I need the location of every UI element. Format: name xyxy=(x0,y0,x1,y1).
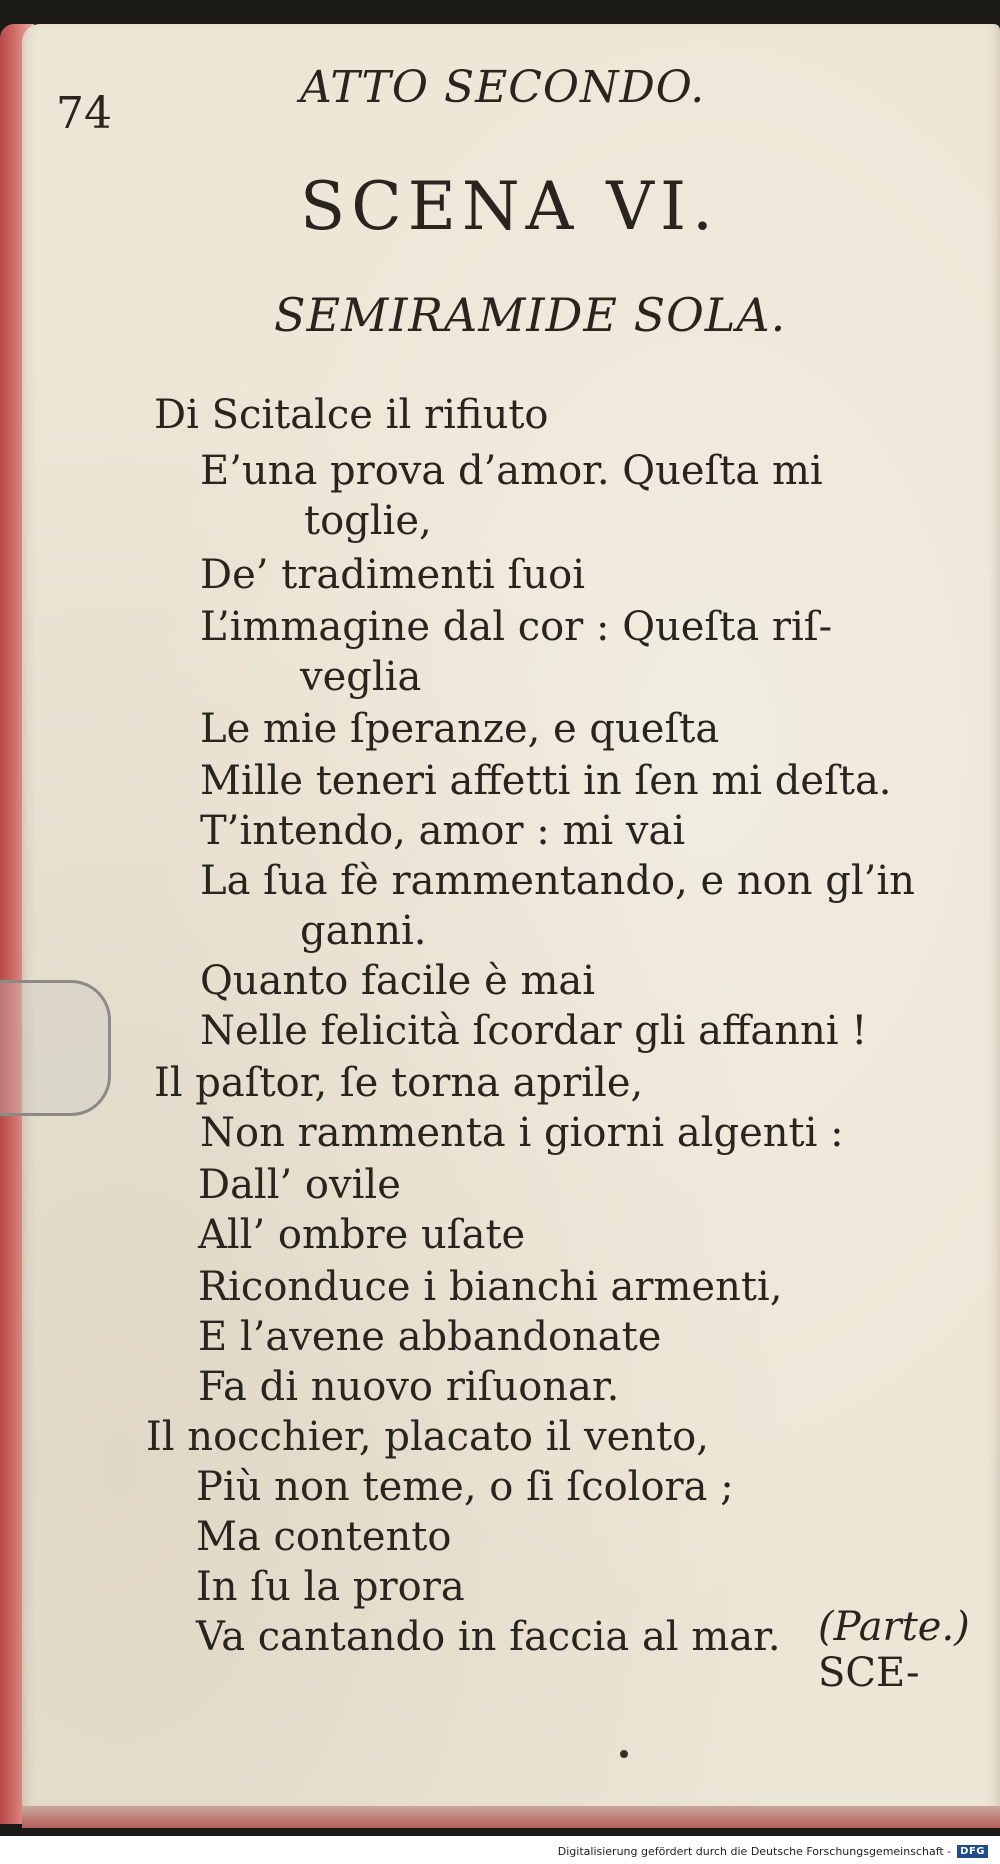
verse-line: Va cantando in faccia al mar. xyxy=(196,1614,781,1660)
verse-line: E’una prova d’amor. Queſta mi xyxy=(200,448,823,494)
verse-line: Fa di nuovo riſuonar. xyxy=(198,1364,620,1410)
verse-line: toglie, xyxy=(304,498,432,544)
verse-line: Le mie ſperanze, e queſta xyxy=(200,706,720,752)
verse-line: Non rammenta i giorni algenti : xyxy=(200,1110,844,1156)
digitization-credit xyxy=(554,1838,992,1864)
verse-line: In ſu la prora xyxy=(196,1564,465,1610)
catchword: SCE- xyxy=(818,1650,920,1696)
verse-line: Il nocchier, placato il vento, xyxy=(146,1414,709,1460)
verse-line: Il paſtor, ſe torna aprile, xyxy=(154,1060,644,1106)
credit-text: Digitalisierung gefördert durch die Deutsche Forschungsgemeinschaft - xyxy=(557,1844,952,1858)
verse-line: L’immagine dal cor : Queſta riſ- xyxy=(200,604,833,650)
running-head: ATTO SECONDO. xyxy=(300,62,706,113)
ink-speck xyxy=(620,1750,628,1758)
verse-line: Mille teneri affetti in ſen mi deſta. xyxy=(200,758,892,804)
page-number: 74 xyxy=(56,88,112,139)
verse-line: De’ tradimenti ſuoi xyxy=(200,552,585,598)
verse-line: All’ ombre uſate xyxy=(198,1212,526,1258)
verse-line: E l’avene abbandonate xyxy=(198,1314,662,1360)
verse-line: Quanto facile è mai xyxy=(200,958,596,1004)
verse-line: Dall’ ovile xyxy=(198,1162,401,1208)
verse-line: Più non teme, o ſi ſcolora ; xyxy=(196,1464,734,1510)
scene-subheading: SEMIRAMIDE SOLA. xyxy=(274,288,787,342)
verse-line: Di Scitalce il rifiuto xyxy=(154,392,549,438)
verse-line: T’intendo, amor : mi vai xyxy=(200,808,686,854)
verse-line: Ma contento xyxy=(196,1514,452,1560)
dfg-logo: DFG xyxy=(957,1845,988,1858)
verse-line: veglia xyxy=(300,654,422,700)
stage-direction: (Parte.) xyxy=(818,1604,970,1650)
verse-line: Riconduce i bianchi armenti, xyxy=(198,1264,783,1310)
scene-title: SCENA VI. xyxy=(300,168,719,245)
verse-line: ganni. xyxy=(300,908,427,954)
verse-line: La ſua fè rammentando, e non gl’in xyxy=(200,858,915,904)
verse-line: Nelle felicità ſcordar gli affanni ! xyxy=(200,1008,868,1054)
